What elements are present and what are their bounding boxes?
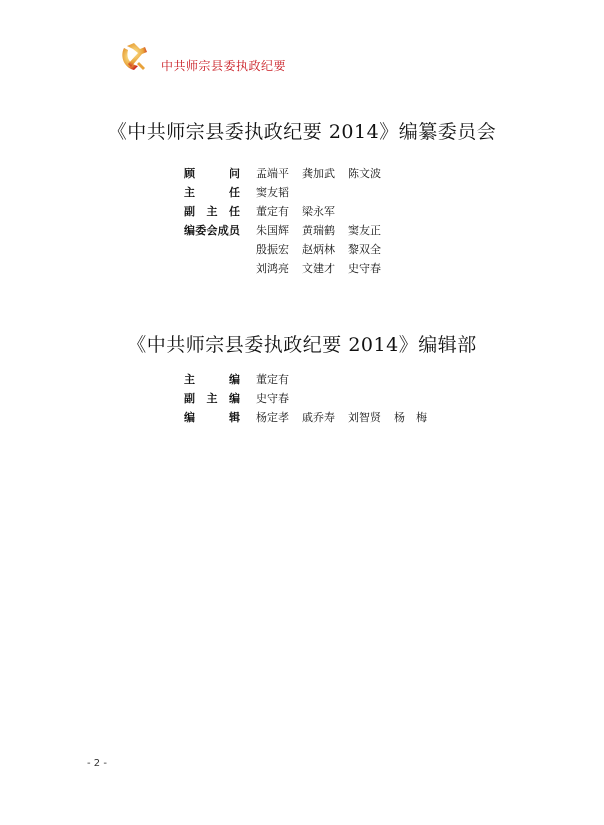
role-char: 主 [206, 205, 218, 218]
member-names [256, 259, 394, 278]
member-name: 董定有 [256, 205, 289, 218]
member-name: 龚加武 [302, 167, 335, 180]
role-label [184, 221, 240, 240]
role-char: 编 [184, 224, 195, 237]
party-emblem-icon [118, 40, 152, 74]
member-name: 窦友正 [348, 224, 381, 237]
committee-title: 《中共师宗县委执政纪要 2014》编纂委员会 [107, 121, 497, 143]
member-name: 戚乔寿 [302, 411, 335, 424]
role-label [184, 389, 240, 408]
role-char: 辑 [229, 411, 240, 424]
member-names [256, 164, 394, 183]
role-char: 问 [229, 167, 240, 180]
document-header [118, 40, 418, 74]
member-name: 朱国辉 [256, 224, 289, 237]
editorial-title: 《中共师宗县委执政纪要 2014》编辑部 [127, 334, 477, 356]
member-names [256, 370, 302, 389]
role-char: 副 [184, 205, 195, 218]
member-name: 杨定孝 [256, 411, 289, 424]
member-name: 史守春 [256, 392, 289, 405]
role-char: 编 [229, 392, 240, 405]
member-name: 黄瑞鹤 [302, 224, 335, 237]
member-names [256, 183, 302, 202]
member-name: 刘鸿亮 [256, 262, 289, 275]
member-name: 赵炳林 [302, 243, 335, 256]
role-label [184, 370, 240, 389]
member-name: 孟端平 [256, 167, 289, 180]
member-name: 董定有 [256, 373, 289, 386]
role-char: 副 [184, 392, 195, 405]
member-names [256, 408, 440, 427]
role-char: 任 [229, 205, 240, 218]
member-name: 黎双全 [348, 243, 381, 256]
header-org-title: 中共师宗县委执政纪要 [161, 59, 287, 73]
role-char: 任 [229, 186, 240, 199]
role-char: 委 [195, 224, 207, 237]
member-name: 梁永军 [302, 205, 335, 218]
member-names [256, 221, 394, 240]
role-label [184, 408, 240, 427]
member-name: 陈文波 [348, 167, 381, 180]
role-char: 编 [184, 411, 195, 424]
role-char: 会 [206, 224, 218, 237]
page-number: - 2 - [87, 758, 107, 769]
role-char: 编 [229, 373, 240, 386]
member-names [256, 240, 394, 259]
member-name: 史守春 [348, 262, 381, 275]
role-label [184, 183, 240, 202]
member-name: 文建才 [302, 262, 335, 275]
role-char: 成 [217, 224, 229, 237]
member-name: 窦友韬 [256, 186, 289, 199]
member-name: 刘智贤 [348, 411, 381, 424]
member-name: 殷振宏 [256, 243, 289, 256]
member-names [256, 389, 302, 408]
role-label [184, 202, 240, 221]
role-char: 顾 [184, 167, 195, 180]
role-char: 主 [184, 373, 195, 386]
role-char: 主 [206, 392, 218, 405]
role-char: 员 [229, 224, 240, 237]
member-names [256, 202, 348, 221]
role-label [184, 164, 240, 183]
member-name: 杨 梅 [394, 411, 427, 424]
role-char: 主 [184, 186, 195, 199]
